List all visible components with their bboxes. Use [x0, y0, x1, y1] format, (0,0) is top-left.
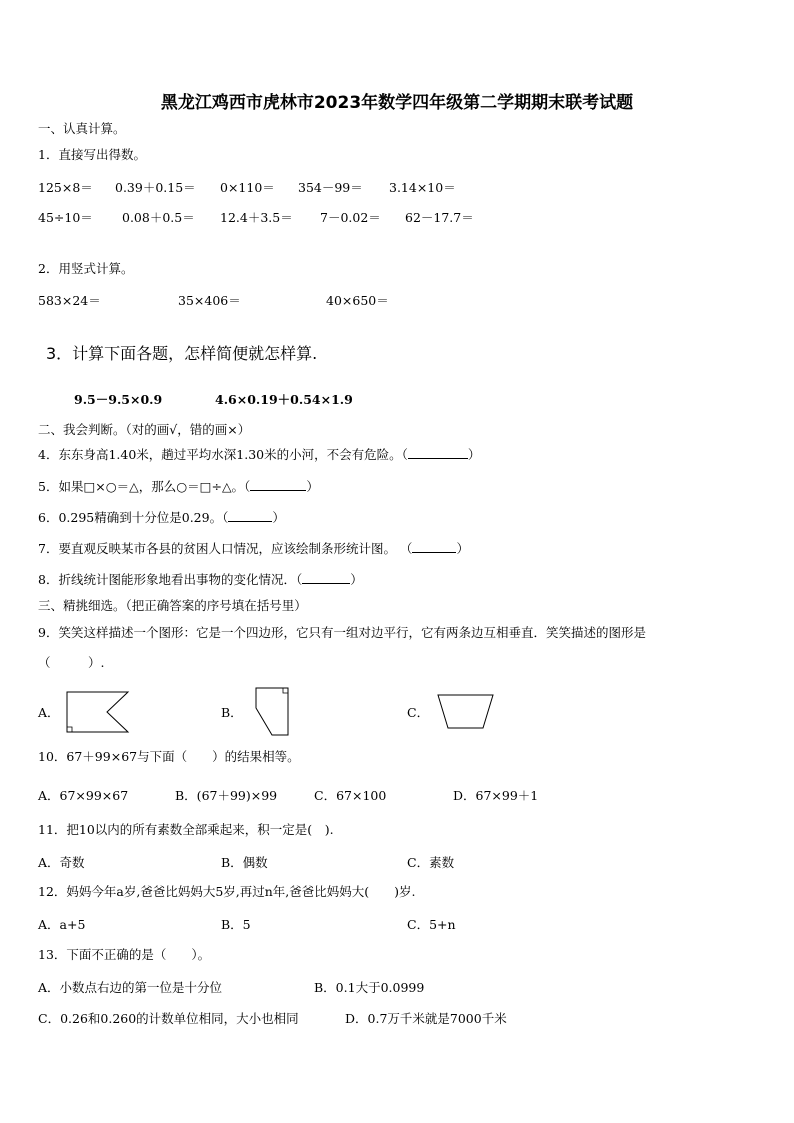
- q1-r1-c2: 0.39＋0.15＝: [115, 180, 196, 195]
- q10-option-c: C．67×100: [314, 788, 387, 803]
- section2-heading: 二、我会判断。（对的画√，错的画×）: [38, 422, 251, 437]
- q9-option-c: C．: [407, 705, 430, 720]
- q13-option-b: B．0.1大于0.0999: [314, 980, 425, 995]
- q2-item-1: 583×24＝: [38, 293, 101, 308]
- q11-option-a: A．奇数: [38, 855, 85, 870]
- q12-text: 12．妈妈今年a岁,爸爸比妈妈大5岁,再过n年,爸爸比妈妈大( )岁.: [38, 884, 416, 899]
- q9-text-2: （ ）.: [38, 655, 105, 670]
- judge-item-6: 6．0.295精确到十分位是0.29。（ ）: [38, 510, 285, 525]
- judge-item-5: 5．如果□×○＝△，那么○＝□÷△。（ ）: [38, 479, 319, 494]
- page-title: 黑龙江鸡西市虎林市2023年数学四年级第二学期期末联考试题: [160, 93, 634, 113]
- q1-r2-c4: 7－0.02＝: [320, 210, 381, 225]
- q3-item-2: 4.6×0.19＋0.54×1.9: [215, 392, 353, 407]
- q3-label: 3．计算下面各题，怎样简便就怎样算.: [46, 344, 318, 363]
- q9-text: 9．笑笑这样描述一个图形：它是一个四边形，它只有一组对边平行，它有两条边互相垂直．笑笑描述的图形是: [38, 625, 646, 640]
- q13-option-d: D．0.7万千米就是7000千米: [345, 1011, 507, 1026]
- q9-option-b: B．: [221, 705, 243, 720]
- q9-option-a: A．: [38, 705, 60, 720]
- judge-item-8: 8．折线统计图能形象地看出事物的变化情况．（ ）: [38, 572, 363, 587]
- q12-option-c: C．5+n: [407, 917, 456, 932]
- q9-shape-b-icon: [254, 686, 294, 738]
- q10-text: 10．67＋99×67与下面（ ）的结果相等。: [38, 749, 300, 764]
- judge-item-4: 4．东东身高1.40米，趟过平均水深1.30米的小河，不会有危险。（ ）: [38, 447, 481, 462]
- q3-item-1: 9.5－9.5×0.9: [74, 392, 163, 407]
- q13-option-a: A．小数点右边的第一位是十分位: [38, 980, 223, 995]
- q9-shape-a-icon: [66, 690, 130, 734]
- q11-text: 11．把10以内的所有素数全部乘起来，积一定是( ).: [38, 822, 334, 837]
- q1-r2-c5: 62－17.7＝: [405, 210, 474, 225]
- section1-heading: 一、认真计算。: [38, 121, 126, 136]
- section3-heading: 三、精挑细选。（把正确答案的序号填在括号里）: [38, 598, 307, 613]
- q11-option-c: C．素数: [407, 855, 455, 870]
- q2-label: 2．用竖式计算。: [38, 261, 134, 276]
- q10-option-d: D．67×99＋1: [453, 788, 539, 803]
- q1-r1-c4: 354－99＝: [298, 180, 363, 195]
- q10-option-b: B．(67＋99)×99: [175, 788, 278, 803]
- q1-r2-c2: 0.08＋0.5＝: [122, 210, 195, 225]
- q11-option-b: B．偶数: [221, 855, 268, 870]
- q1-r1-c1: 125×8＝: [38, 180, 93, 195]
- q13-option-c: C．0.26和0.260的计数单位相同，大小也相同: [38, 1011, 299, 1026]
- q1-label: 1．直接写出得数。: [38, 147, 146, 162]
- judge-item-7: 7．要直观反映某市各县的贫困人口情况，应该绘制条形统计图。 （ ）: [38, 541, 469, 556]
- q12-option-a: A．a+5: [38, 917, 86, 932]
- q1-r2-c1: 45÷10＝: [38, 210, 93, 225]
- q9-shape-c-icon: [437, 693, 495, 731]
- q10-option-a: A．67×99×67: [38, 788, 129, 803]
- q13-text: 13．下面不正确的是（ ）。: [38, 947, 211, 962]
- q2-item-3: 40×650＝: [326, 293, 389, 308]
- q12-option-b: B．5: [221, 917, 251, 932]
- q1-r2-c3: 12.4＋3.5＝: [220, 210, 293, 225]
- q1-r1-c5: 3.14×10＝: [389, 180, 456, 195]
- q1-r1-c3: 0×110＝: [220, 180, 275, 195]
- q2-item-2: 35×406＝: [178, 293, 241, 308]
